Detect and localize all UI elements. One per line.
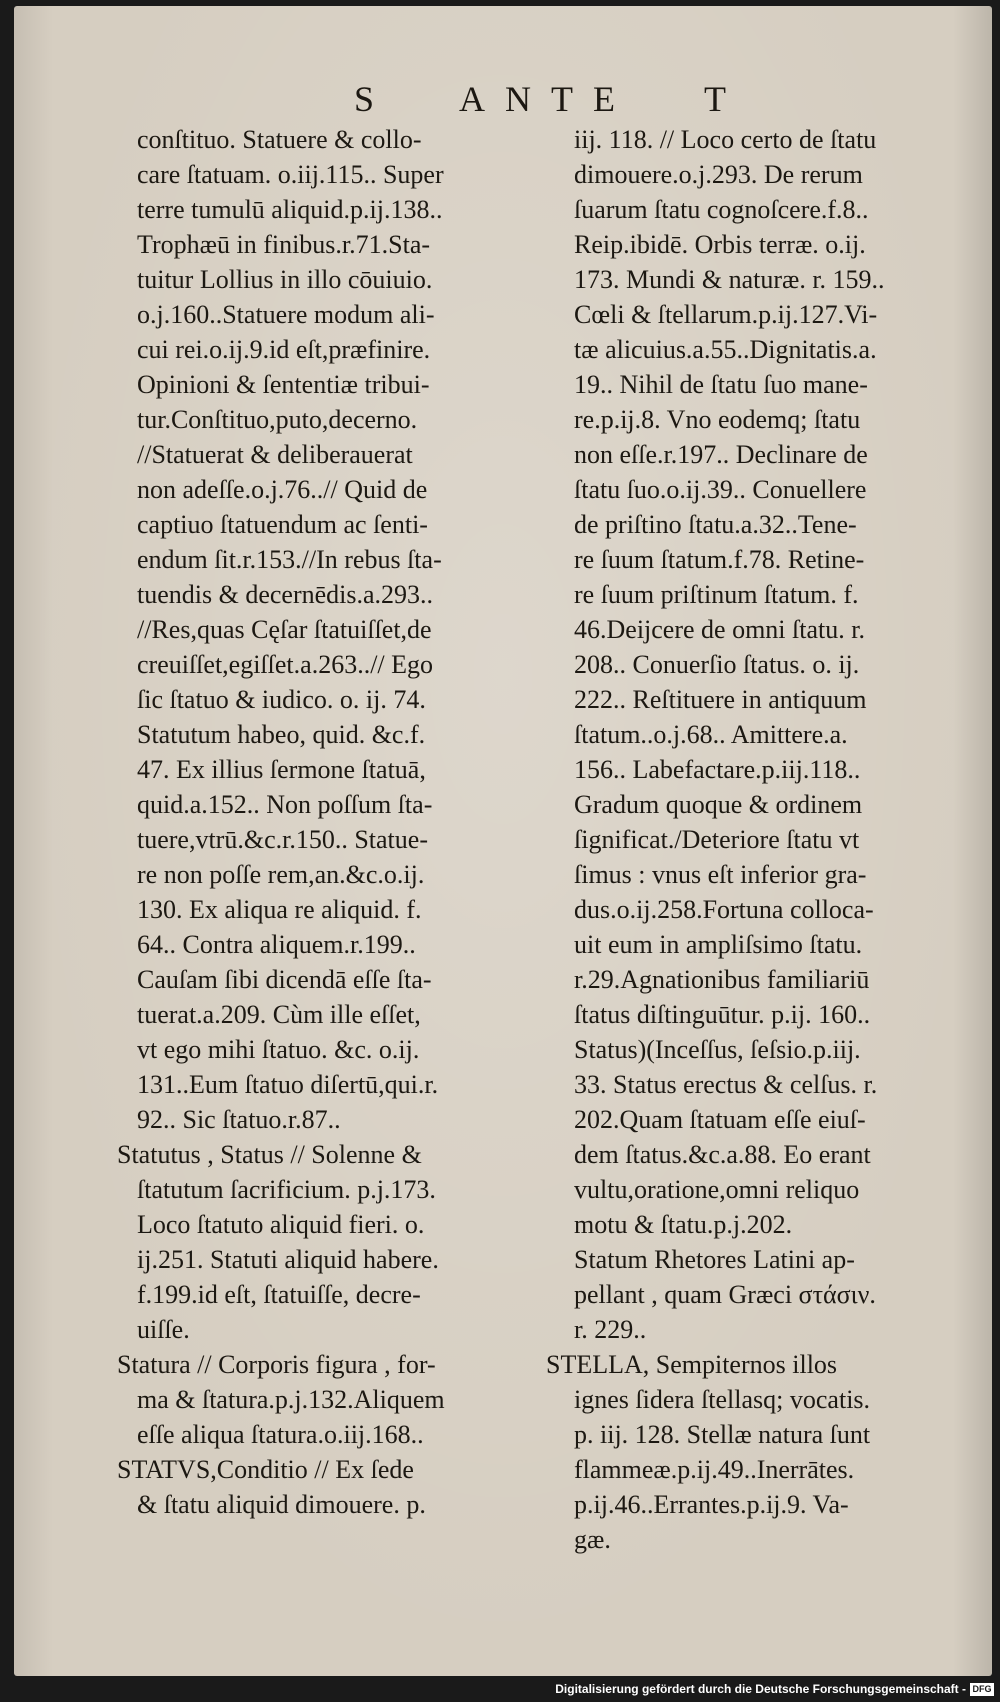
text-line: tuitur Lollius in illo cōuiuio. [137,265,433,294]
text-line: endum ſit.r.153.//In rebus ſta- [137,545,442,574]
text-line: ſtatum..o.j.68.. Amittere.a. [574,720,848,749]
text-line: STATVS,Conditio // Ex ſede [117,1455,414,1484]
text-line: vt ego mihi ſtatuo. &c. o.ij. [137,1035,420,1064]
text-line: ſimus : vnus eſt inferior gra- [574,860,867,889]
text-line: motu & ſtatu.p.j.202. [574,1210,793,1239]
text-line: 131..Eum ſtatuo diſertū,qui.r. [137,1070,439,1099]
text-line: de priſtino ſtatu.a.32..Tene- [574,510,857,539]
header-center: ANTE [459,79,635,119]
text-line: tæ alicuius.a.55..Dignitatis.a. [574,335,877,364]
text-line: //Statuerat & deliberauerat [137,440,413,469]
text-line: 33. Status erectus & celſus. r. [574,1070,878,1099]
text-line: Gradum quoque & ordinem [574,790,863,819]
text-line: flammeæ.p.ij.49..Inerrātes. [574,1455,855,1484]
text-line: re ſuum ſtatum.f.78. Retine- [574,545,865,574]
text-line: 222.. Reſtituere in antiquum [574,685,867,714]
text-line: re.p.ij.8. Vno eodemq; ſtatu [574,405,861,434]
text-line: non adeſſe.o.j.76..// Quid de [137,475,428,504]
text-line: 64.. Contra aliquem.r.199.. [137,930,416,959]
text-line: & ſtatu aliquid dimouere. p. [137,1490,426,1519]
text-line: dem ſtatus.&c.a.88. Eo erant [574,1140,871,1169]
text-line: dimouere.o.j.293. De rerum [574,160,863,189]
book-page [14,6,992,1676]
text-line: p. iij. 128. Stellæ natura ſunt [574,1420,871,1449]
text-line: Cœli & ſtellarum.p.ij.127.Vi- [574,300,878,329]
footer-bar [0,1678,1000,1702]
text-line: tuendis & decernēdis.a.293.. [137,580,434,609]
text-line: ſtatus diſtinguūtur. p.ij. 160.. [574,1000,871,1029]
text-line: Status)(Inceſſus, ſeſsio.p.iij. [574,1035,861,1064]
text-line: ſuarum ſtatu cognoſcere.f.8.. [574,195,869,224]
text-line: STELLA, Sempiternos illos [546,1350,838,1379]
text-line: ij.251. Statuti aliquid habere. [137,1245,439,1274]
text-line: ſignificat./Deteriore ſtatu vt [574,825,860,854]
text-line: creuiſſet,egiſſet.a.263..// Ego [137,650,434,679]
text-line: eſſe aliqua ſtatura.o.iij.168.. [137,1420,424,1449]
text-line: Trophæū in finibus.r.71.Sta- [137,230,431,259]
left-column [117,122,522,1522]
text-line: Cauſam ſibi dicendā eſſe ſta- [137,965,432,994]
text-line: 130. Ex aliqua re aliquid. f. [137,895,422,924]
text-line: 92.. Sic ſtatuo.r.87.. [137,1105,341,1134]
text-line: ſtatutum ſacrificium. p.j.173. [137,1175,436,1204]
text-line: 156.. Labefactare.p.iij.118.. [574,755,861,784]
header-left: S [354,79,377,119]
text-line: tuerat.a.209. Cùm ille eſſet, [137,1000,421,1029]
text-line: ſtatu ſuo.o.ij.39.. Conuellere [574,475,867,504]
text-line: Reip.ibidē. Orbis terræ. o.ij. [574,230,866,259]
text-line: Statura // Corporis figura , for- [117,1350,436,1379]
text-line: Loco ſtatuto aliquid fieri. o. [137,1210,425,1239]
text-line: o.j.160..Statuere modum ali- [137,300,435,329]
text-line: 46.Deijcere de omni ſtatu. r. [574,615,865,644]
text-line: terre tumulū aliquid.p.ij.138.. [137,195,443,224]
text-line: pellant , quam Græci στάσιν. [574,1280,876,1309]
text-line: re ſuum priſtinum ſtatum. f. [574,580,859,609]
text-line: 47. Ex illius ſermone ſtatuā, [137,755,426,784]
text-line: uit eum in ampliſsimo ſtatu. [574,930,863,959]
text-line: iij. 118. // Loco certo de ſtatu [574,125,877,154]
text-line: Statum Rhetores Latini ap- [574,1245,855,1274]
text-line: Statutum habeo, quid. &c.f. [137,720,426,749]
text-line: cui rei.o.ij.9.id eſt,præfinire. [137,335,431,364]
text-line: tuere,vtrū.&c.r.150.. Statue- [137,825,428,854]
text-line: dus.o.ij.258.Fortuna colloca- [574,895,874,924]
dfg-logo: DFG [970,1683,994,1696]
text-line: uiſſe. [137,1315,190,1344]
right-column [546,122,974,1557]
text-line: 202.Quam ſtatuam eſſe eiuſ- [574,1105,866,1134]
text-line: Opinioni & ſententiæ tribui- [137,370,430,399]
text-line: ſic ſtatuo & iudico. o. ij. 74. [137,685,426,714]
text-line: captiuo ſtatuendum ac ſenti- [137,510,428,539]
text-line: tur.Conſtituo,puto,decerno. [137,405,418,434]
text-line: 173. Mundi & naturæ. r. 159.. [574,265,885,294]
text-line: r. 229.. [574,1315,647,1344]
text-line: gæ. [574,1525,611,1554]
text-line: quid.a.152.. Non poſſum ſta- [137,790,433,819]
text-line: r.29.Agnationibus familiariū [574,965,870,994]
text-line: non eſſe.r.197.. Declinare de [574,440,868,469]
text-line: vultu,oratione,omni reliquo [574,1175,860,1204]
text-line: ma & ſtatura.p.j.132.Aliquem [137,1385,445,1414]
text-line: care ſtatuam. o.iij.115.. Super [137,160,444,189]
header-right: T [704,79,728,119]
text-line: re non poſſe rem,an.&c.o.ij. [137,860,425,889]
text-line: 19.. Nihil de ſtatu ſuo mane- [574,370,868,399]
footer-text: Digitalisierung gefördert durch die Deutsche Forschungsgemeinschaft - [555,1682,966,1696]
text-line: p.ij.46..Errantes.p.ij.9. Va- [574,1490,849,1519]
text-line: conſtituo. Statuere & collo- [137,125,422,154]
running-header [14,78,992,128]
text-line: ignes ſidera ſtellasq; vocatis. [574,1385,871,1414]
text-line: Statutus , Status // Solenne & [117,1140,422,1169]
text-line: //Res,quas Cęſar ſtatuiſſet,de [137,615,432,644]
text-line: 208.. Conuerſio ſtatus. o. ij. [574,650,860,679]
text-line: f.199.id eſt, ſtatuiſſe, decre- [137,1280,421,1309]
